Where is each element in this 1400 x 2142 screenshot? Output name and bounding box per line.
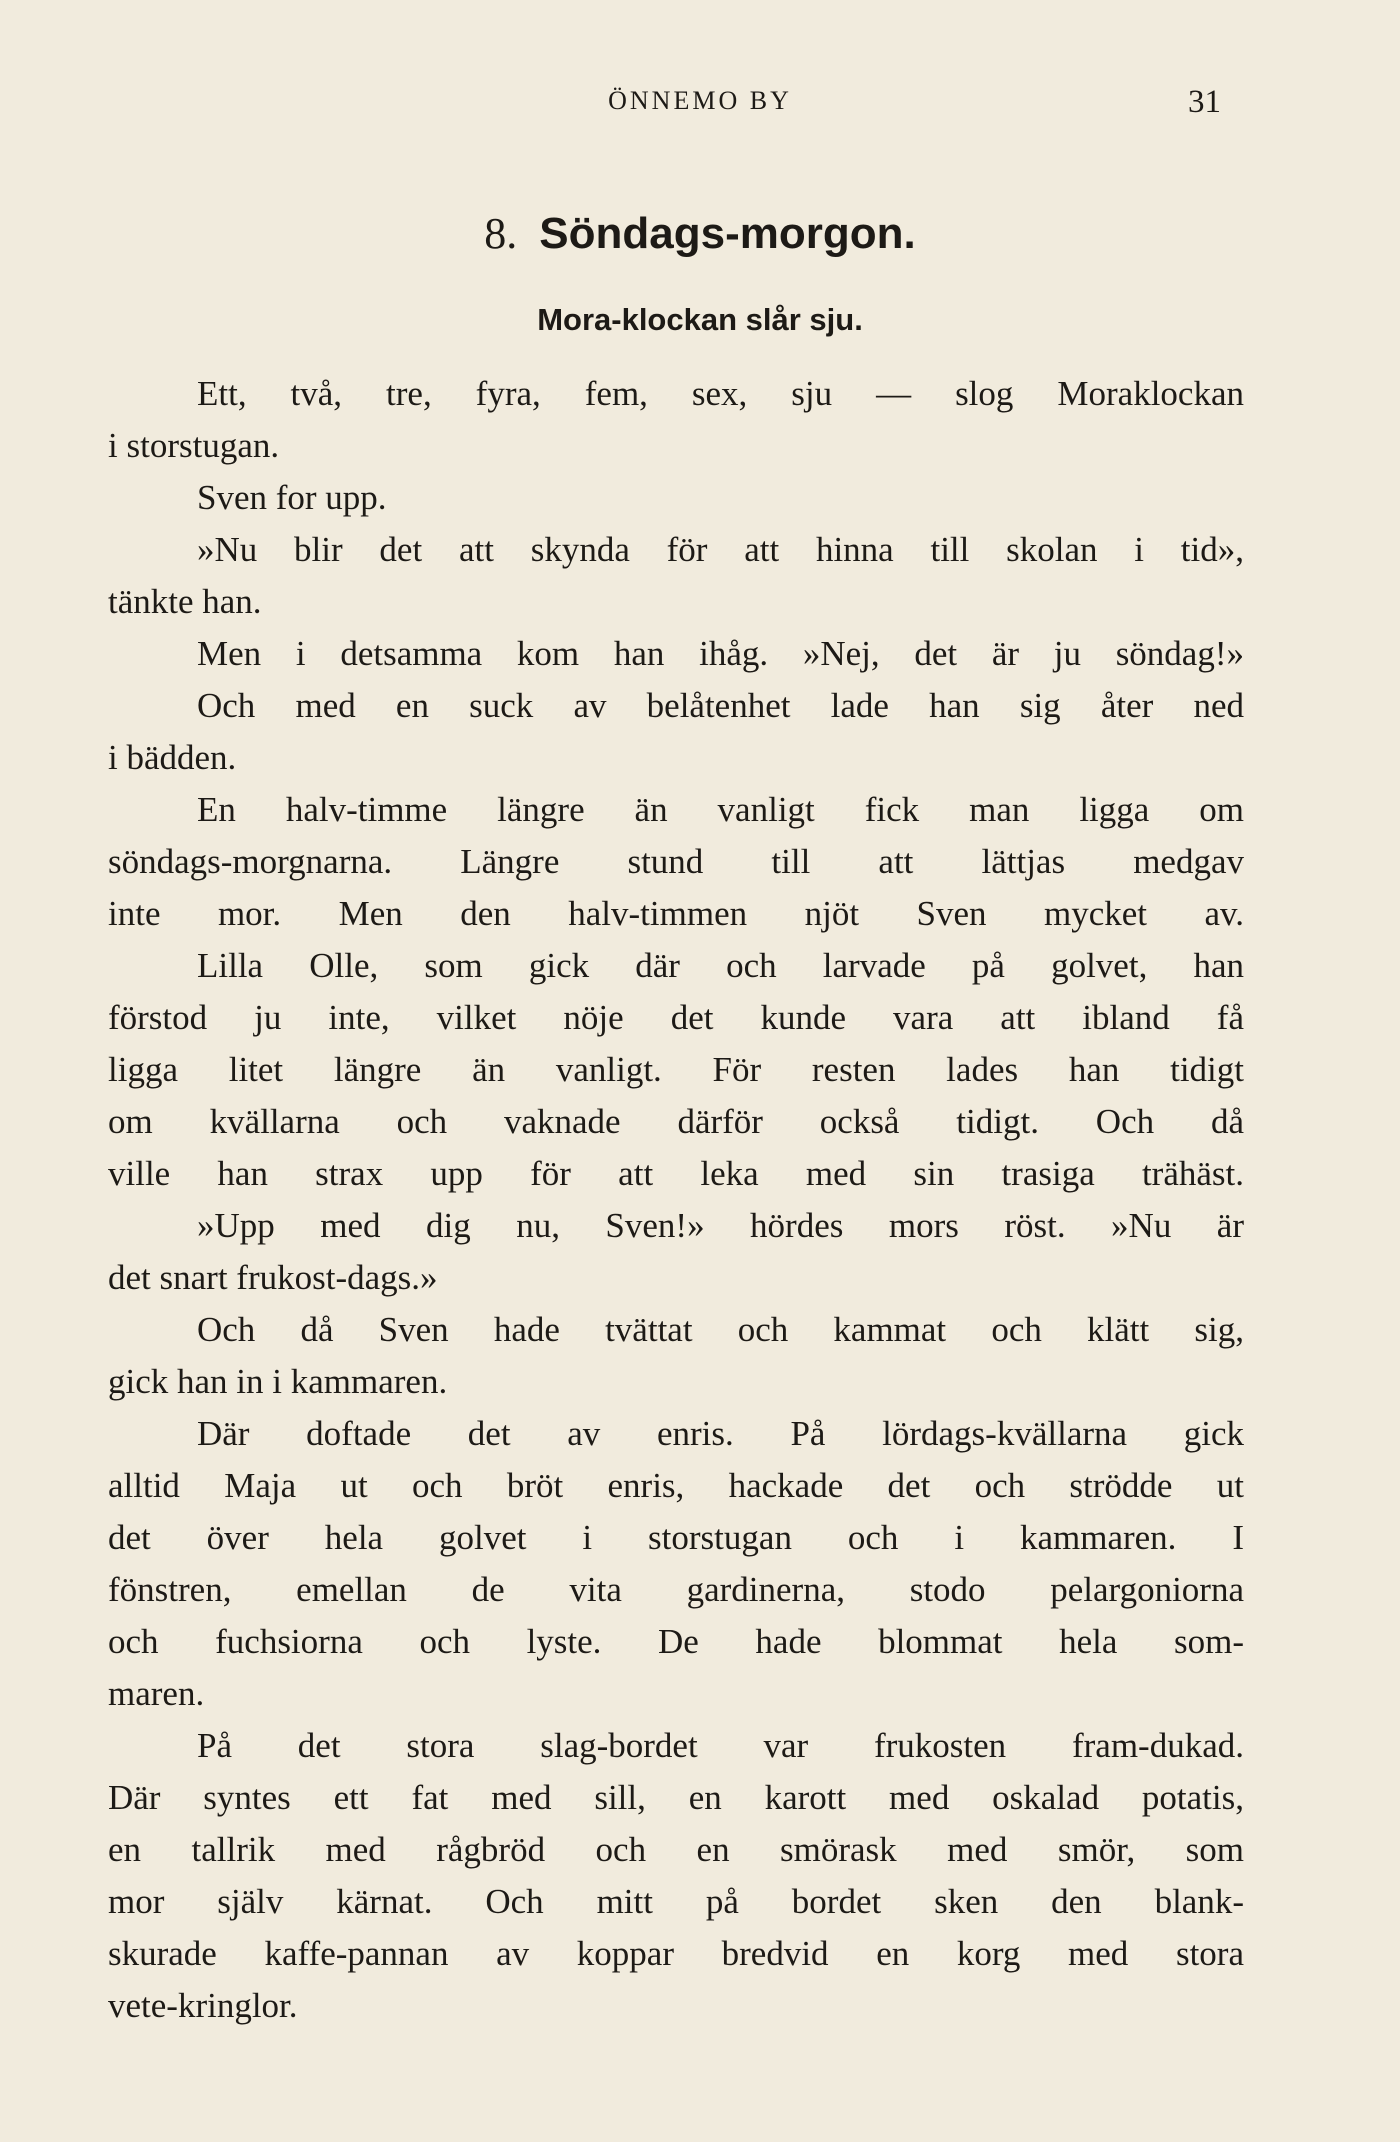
page-number: 31 bbox=[1188, 84, 1221, 120]
text-line: »Upp med dig nu, Sven!» hördes mors röst. »Nu är bbox=[197, 1206, 1244, 1245]
chapter-subtitle: Mora-klockan slår sju. bbox=[537, 302, 863, 337]
text-line: inte mor. Men den halv-timmen njöt Sven mycket av. bbox=[108, 894, 1244, 933]
text-line: »Nu blir det att skynda för att hinna till skolan i tid», bbox=[197, 530, 1244, 569]
text-line: Lilla Olle, som gick där och larvade på golvet, han bbox=[197, 946, 1244, 985]
text-line: Sven for upp. bbox=[197, 478, 387, 517]
text-line: ligga litet längre än vanligt. För resten lades han tidigt bbox=[108, 1050, 1244, 1089]
chapter-heading bbox=[0, 208, 1400, 259]
text-line: det snart frukost-dags.» bbox=[108, 1258, 438, 1297]
text-line: maren. bbox=[108, 1674, 205, 1713]
text-line: ville han strax upp för att leka med sin trasiga trähäst. bbox=[108, 1154, 1244, 1193]
text-line: Och då Sven hade tvättat och kammat och klätt sig, bbox=[197, 1310, 1244, 1349]
text-line: en tallrik med rågbröd och en smörask med smör, som bbox=[108, 1830, 1244, 1869]
text-line: förstod ju inte, vilket nöje det kunde vara att ibland få bbox=[108, 998, 1244, 1037]
text-line: På det stora slag-bordet var frukosten fram-dukad. bbox=[197, 1726, 1244, 1765]
text-line: En halv-timme längre än vanligt fick man ligga om bbox=[197, 790, 1244, 829]
chapter-title: Söndags-morgon. bbox=[539, 209, 916, 258]
text-line: om kvällarna och vaknade därför också tidigt. Och då bbox=[108, 1102, 1244, 1141]
text-line: alltid Maja ut och bröt enris, hackade det och strödde ut bbox=[108, 1466, 1244, 1505]
text-line: skurade kaffe-pannan av koppar bredvid en korg med stora bbox=[108, 1934, 1244, 1973]
running-title: ÖNNEMO BY bbox=[608, 86, 792, 115]
text-line: Där syntes ett fat med sill, en karott med oskalad potatis, bbox=[108, 1778, 1244, 1817]
text-line: och fuchsiorna och lyste. De hade blommat hela som- bbox=[108, 1622, 1244, 1661]
text-line: Ett, två, tre, fyra, fem, sex, sju — slog Moraklockan bbox=[197, 374, 1244, 413]
text-line: mor själv kärnat. Och mitt på bordet sken den blank- bbox=[108, 1882, 1244, 1921]
text-line: Men i detsamma kom han ihåg. »Nej, det är ju söndag!» bbox=[197, 634, 1244, 673]
text-line: söndags-morgnarna. Längre stund till att lättjas medgav bbox=[108, 842, 1244, 881]
text-line: fönstren, emellan de vita gardinerna, stodo pelargoniorna bbox=[108, 1570, 1244, 1609]
chapter-number: 8. bbox=[484, 209, 518, 258]
text-line: vete-kringlor. bbox=[108, 1986, 298, 2025]
text-line: i storstugan. bbox=[108, 426, 280, 465]
text-line: tänkte han. bbox=[108, 582, 262, 621]
text-line: i bädden. bbox=[108, 738, 237, 777]
text-line: Där doftade det av enris. På lördags-kvällarna gick bbox=[197, 1414, 1244, 1453]
text-line: Och med en suck av belåtenhet lade han sig åter ned bbox=[197, 686, 1244, 725]
body-text bbox=[108, 368, 1244, 2032]
text-line: det över hela golvet i storstugan och i kammaren. I bbox=[108, 1518, 1244, 1557]
text-line: gick han in i kammaren. bbox=[108, 1362, 448, 1401]
